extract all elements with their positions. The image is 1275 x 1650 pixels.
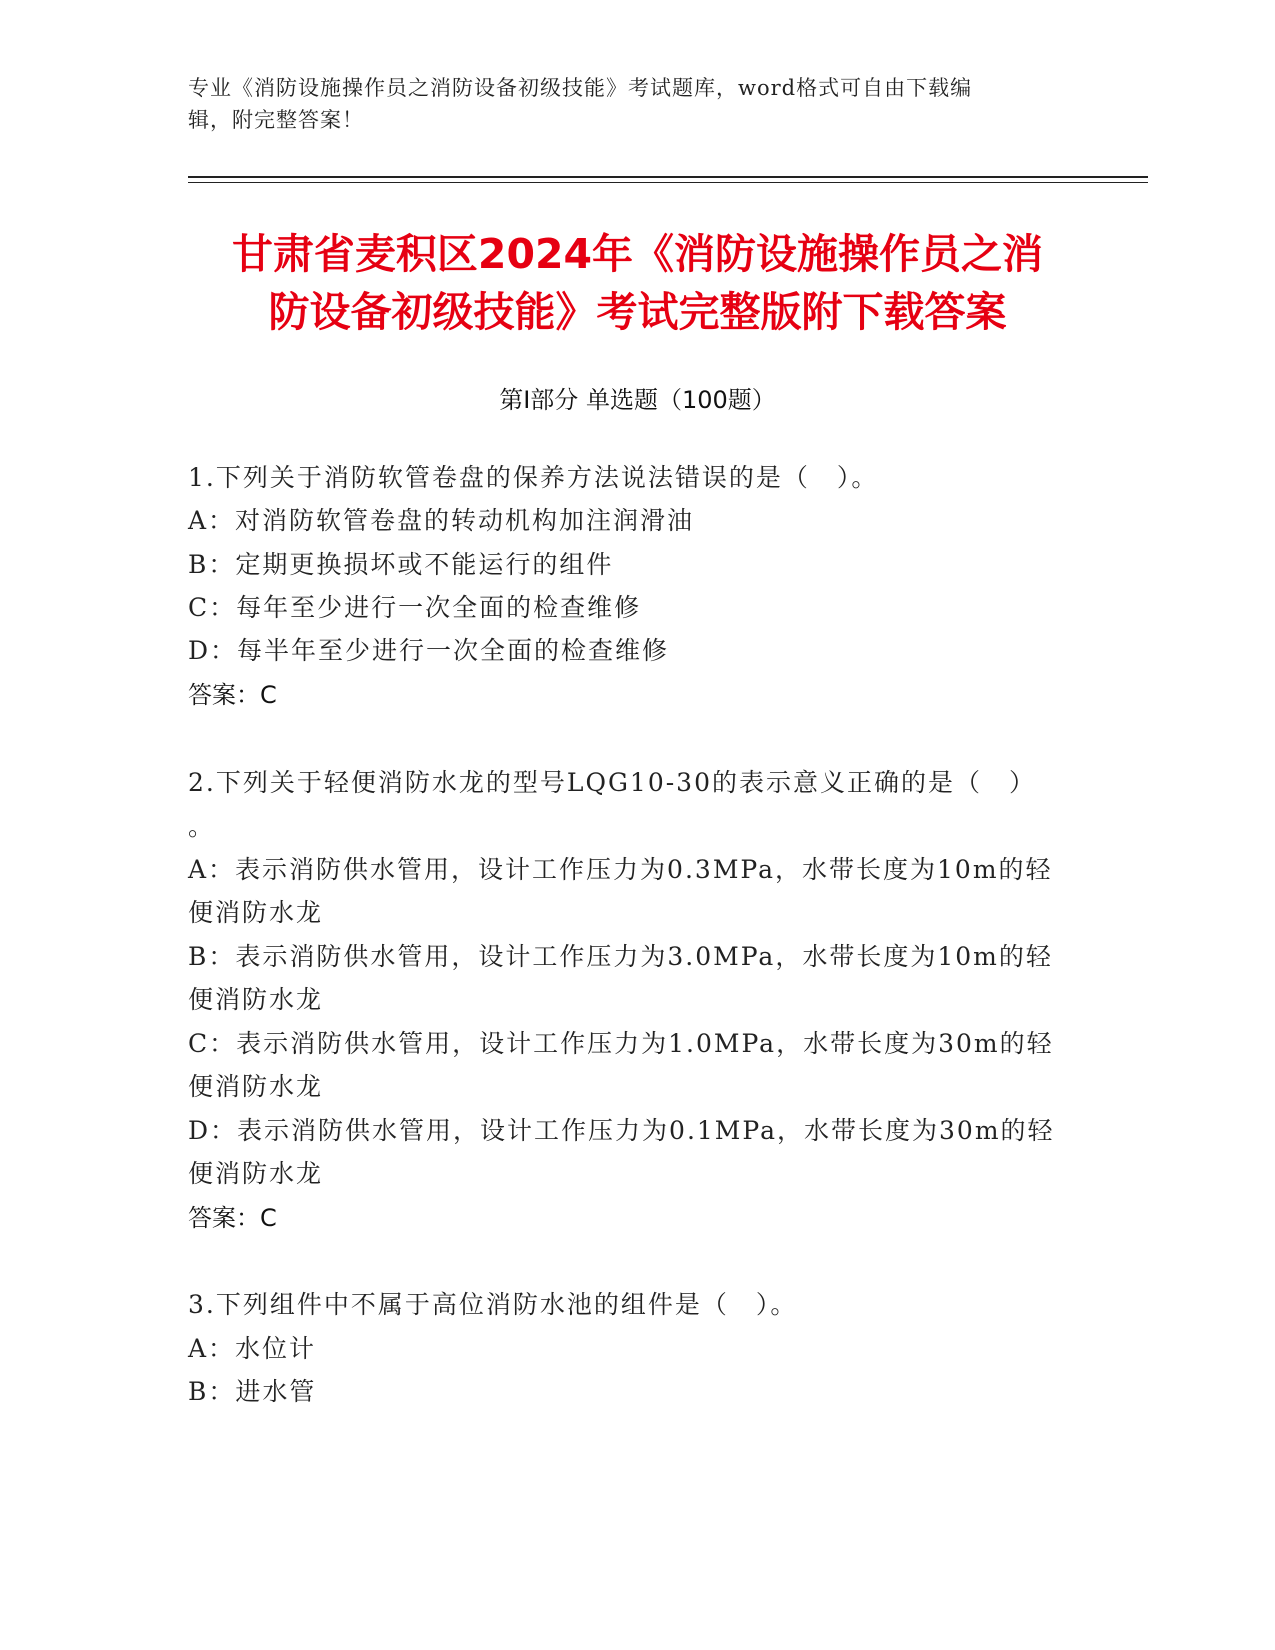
question-1-option-d: D：每半年至少进行一次全面的检查维修	[188, 636, 670, 665]
question-2-stem-line-1: 2.下列关于轻便消防水龙的型号LQG10-30的表示意义正确的是（ ）	[188, 768, 1036, 797]
question-1-stem: 1.下列关于消防软管卷盘的保养方法说法错误的是（ ）。	[188, 463, 879, 492]
question-2-option-c-line-2: 便消防水龙	[188, 1072, 324, 1101]
document-title-line-1: 甘肃省麦积区2024年《消防设施操作员之消	[231, 230, 1044, 278]
question-1-option-a: A：对消防软管卷盘的转动机构加注润滑油	[188, 506, 695, 535]
header-note-line-1: 专业《消防设施操作员之消防设备初级技能》考试题库，word格式可自由下载编	[188, 76, 973, 100]
document-title	[170, 225, 1105, 341]
question-1-option-c: C：每年至少进行一次全面的检查维修	[188, 593, 642, 622]
question-2-answer: 答案：C	[188, 1204, 277, 1232]
header-rule-thin	[188, 182, 1148, 183]
question-3-stem: 3.下列组件中不属于高位消防水池的组件是（ ）。	[188, 1290, 798, 1319]
question-1-answer: 答案：C	[188, 681, 277, 709]
question-2-option-d-line-2: 便消防水龙	[188, 1159, 324, 1188]
question-2-option-a-line-1: A：表示消防供水管用，设计工作压力为0.3MPa，水带长度为10m的轻	[188, 855, 1053, 884]
question-2-option-c-line-1: C：表示消防供水管用，设计工作压力为1.0MPa，水带长度为30m的轻	[188, 1029, 1054, 1058]
header-note-line-2: 辑，附完整答案！	[188, 108, 364, 132]
section-title: 第Ⅰ部分 单选题（100题）	[499, 386, 776, 414]
header-rule-thick	[188, 176, 1148, 178]
question-2-option-a-line-2: 便消防水龙	[188, 898, 324, 927]
question-3-option-a: A：水位计	[188, 1334, 317, 1363]
question-2-stem-line-2: 。	[188, 812, 216, 841]
question-2-option-b-line-1: B：表示消防供水管用，设计工作压力为3.0MPa，水带长度为10m的轻	[188, 942, 1053, 971]
document-title-line-2: 防设备初级技能》考试完整版附下载答案	[268, 288, 1007, 336]
question-2-option-b-line-2: 便消防水龙	[188, 985, 324, 1014]
header-note	[188, 72, 1068, 136]
question-1-option-b: B：定期更换损坏或不能运行的组件	[188, 550, 614, 579]
question-2-option-d-line-1: D：表示消防供水管用，设计工作压力为0.1MPa，水带长度为30m的轻	[188, 1116, 1055, 1145]
question-3-option-b: B：进水管	[188, 1377, 317, 1406]
